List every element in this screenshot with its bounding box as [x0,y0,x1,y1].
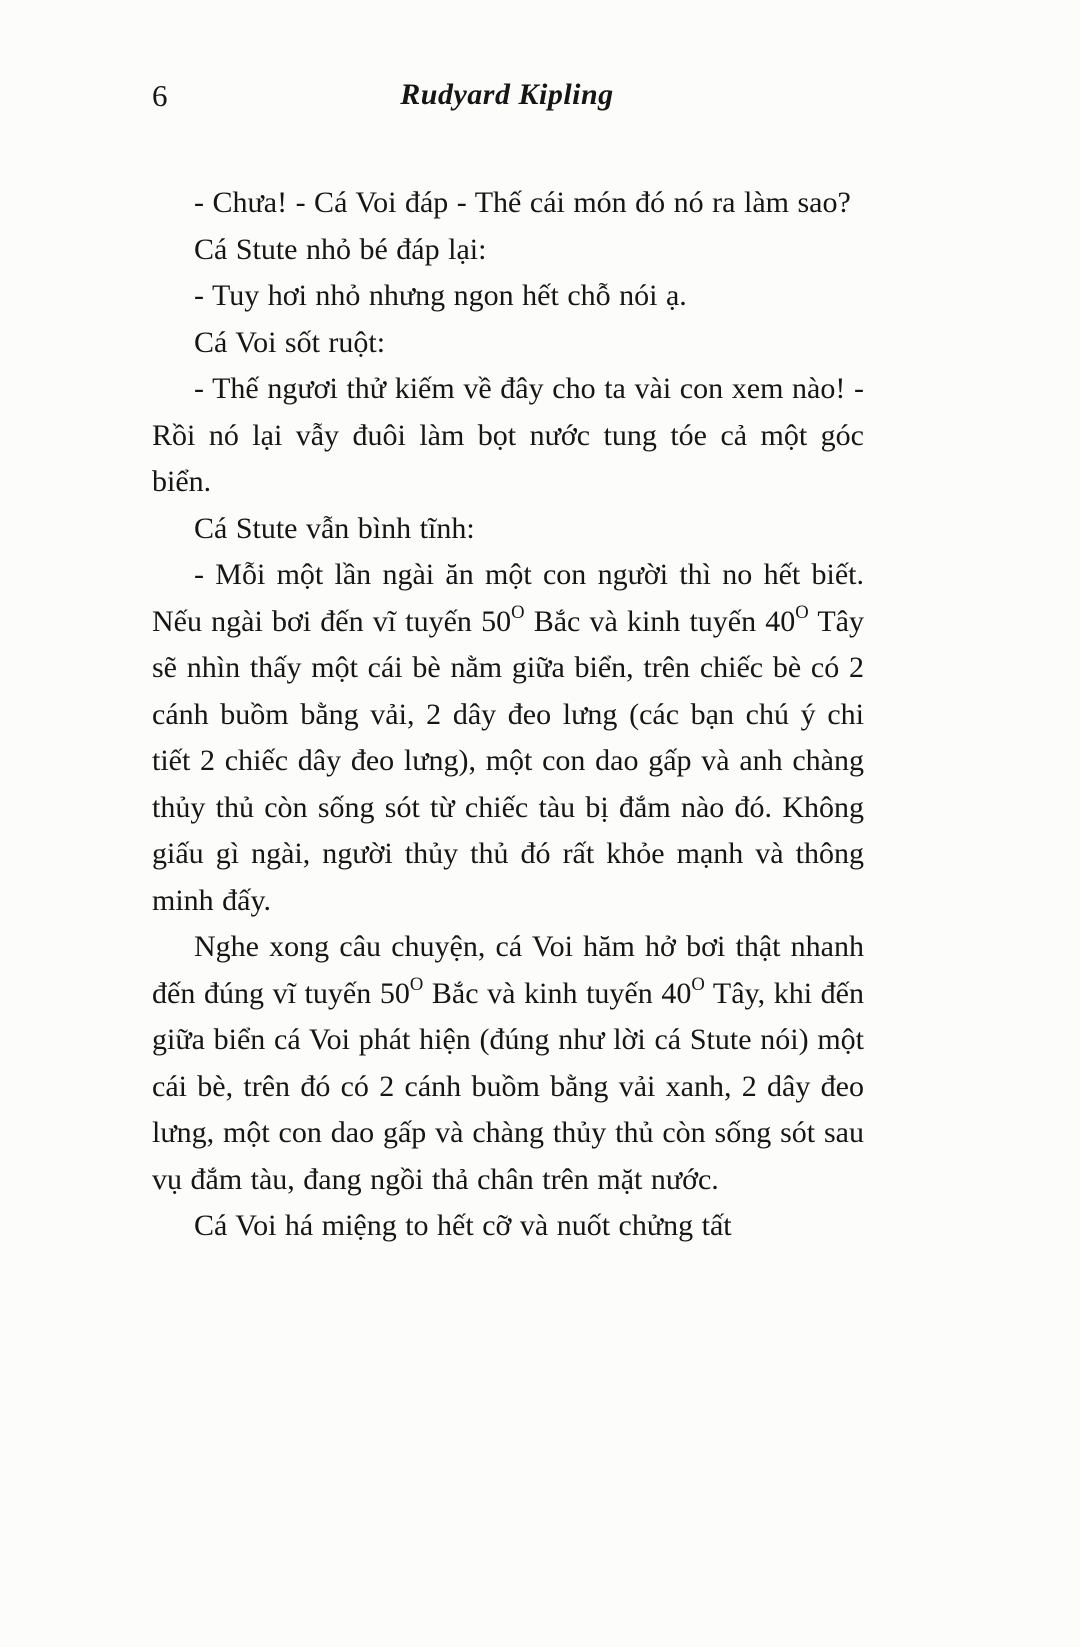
paragraph-text: - Chưa! - Cá Voi đáp - Thế cái món đó nó ra làm sao? [194,186,851,219]
paragraph [152,273,864,320]
paragraph-text: Bắc và kinh tuyến 40 [423,976,692,1010]
paragraph [152,552,864,924]
paragraph [152,924,864,1203]
paragraph [152,227,864,274]
superscript-degree: O [795,601,809,623]
running-header: Rudyard Kipling [400,78,614,111]
paragraph [152,366,864,506]
paragraph [152,1203,864,1250]
superscript-degree: O [691,973,705,995]
superscript-degree: O [409,973,424,995]
superscript-degree: O [511,601,525,623]
paragraph-text: - Thế ngươi thử kiếm về đây cho ta vài con xem nào! - Rồi nó lại vẫy đuôi làm bọt nước tung tóe cả một góc biển. [152,372,864,498]
paragraph-text: Tây, khi đến giữa biển cá Voi phát hiện (đúng như lời cá Stute nói) một cái bè, trên đó có 2 cánh buồm bằng vải xanh, 2 dây đeo lưng, một con dao gấp và chàng thủy thủ còn sống sót sau vụ đắm tàu, đang ngồi thả chân trên mặt nước. [152,976,864,1196]
paragraph [152,320,864,367]
paragraph-text: Cá Stute vẫn bình tĩnh: [194,511,475,545]
body-text [152,180,864,1250]
paragraph-text: Cá Voi sốt ruột: [194,325,386,359]
paragraph-text: - Mỗi một lần ngài ăn một con người thì no hết biết. Nếu ngài bơi đến vĩ tuyến 50 [152,558,864,638]
page-number: 6 [152,78,168,113]
paragraph-text: Bắc và kinh tuyến 40 [524,604,796,638]
paragraph-text: Cá Stute nhỏ bé đáp lại: [194,232,487,266]
paragraph [152,180,864,227]
paragraph-text: - Tuy hơi nhỏ nhưng ngon hết chỗ nói ạ. [194,279,687,312]
paragraph [152,506,864,553]
paragraph-text: Nghe xong câu chuyện, cá Voi hăm hở bơi thật nhanh đến đúng vĩ tuyến 50 [152,930,864,1010]
paragraph-text: Tây sẽ nhìn thấy một cái bè nằm giữa biển, trên chiếc bè có 2 cánh buồm bằng vải, 2 dây đeo lưng (các bạn chú ý chi tiết 2 chiếc dây đeo lưng), một con dao gấp và anh chàng thủy thủ còn sống sót từ chiếc tàu bị đắm nào đó. Không giấu gì ngài, người thủy thủ đó rất khỏe mạnh và thông minh đấy. [152,604,864,917]
paragraph-text: Cá Voi há miệng to hết cỡ và nuốt chửng tất [194,1209,732,1242]
